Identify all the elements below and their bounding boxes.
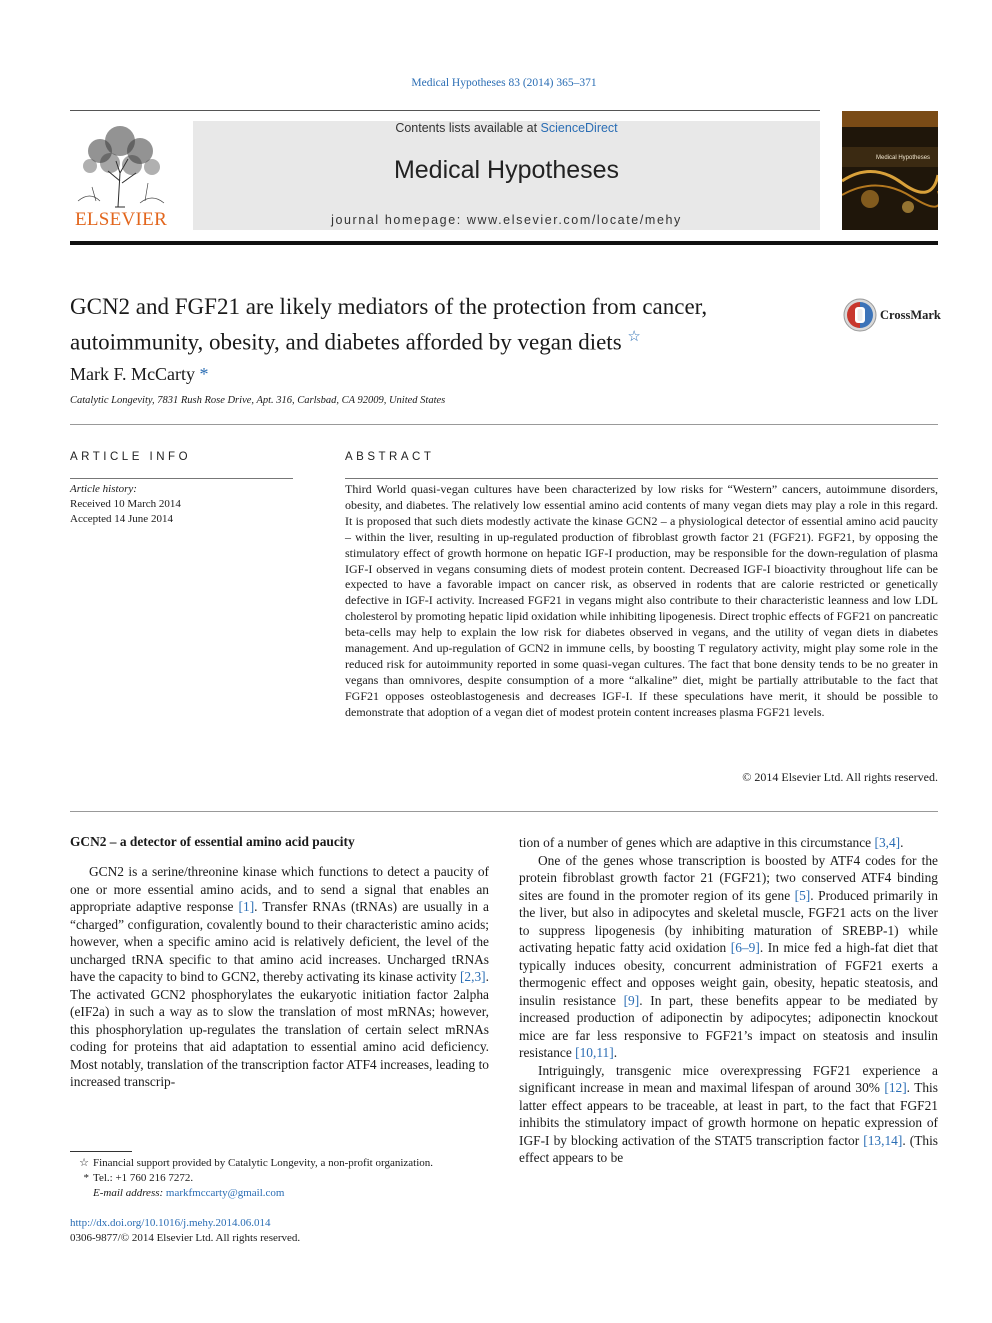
header-thick-rule — [70, 241, 938, 245]
sciencedirect-link[interactable]: ScienceDirect — [540, 121, 618, 135]
body-paragraph: Intriguingly, transgenic mice overexpressing FGF21 experience a significant increase in mean and maximal lifespan of around 30% [12]. This latter effect appears to be traceable, at least in part, to the fact that FGF21 inhibits the stimulatory impact of growth hormone on hepatic expression of IGF-I by blocking activation of the STAT5 transcription factor [13,14]. (This effect appears to be — [519, 1062, 938, 1165]
journal-cover — [842, 111, 938, 230]
crossmark-label: CrossMark — [880, 308, 941, 322]
body-paragraph: tion of a number of genes which are adaptive in this circumstance [3,4]. — [519, 835, 904, 850]
divider-rule — [70, 811, 938, 812]
author-affiliation: Catalytic Longevity, 7831 Rush Rose Drive, Apt. 316, Carlsbad, CA 92009, United States — [70, 395, 446, 406]
email-link[interactable]: markfmccarty@gmail.com — [165, 1187, 285, 1199]
body-column-right — [519, 834, 938, 1167]
article-info-heading: ARTICLE INFO — [70, 451, 192, 463]
article-info-rule — [70, 478, 293, 479]
crossmark-icon — [843, 298, 877, 332]
issn-line: 0306-9877/© 2014 Elsevier Ltd. All rights reserved. — [70, 1232, 301, 1244]
author-line — [70, 364, 209, 385]
elsevier-logo — [70, 121, 172, 231]
author-footnote-marker[interactable]: * — [199, 364, 209, 384]
crossmark-badge[interactable] — [843, 298, 943, 332]
footnote-rule — [70, 1151, 132, 1152]
footnote-corresponding — [70, 1171, 433, 1186]
title-footnote-marker[interactable]: ☆ — [627, 329, 641, 345]
footnote-marker: ☆ — [79, 1157, 89, 1169]
footnote-email — [70, 1186, 433, 1201]
article-history — [70, 482, 181, 527]
citation-link[interactable]: [2,3] — [459, 969, 486, 984]
body-column-left — [70, 863, 489, 1091]
citation-link[interactable]: [12] — [884, 1080, 907, 1095]
contents-line — [193, 121, 820, 135]
abstract-rule — [345, 478, 938, 479]
section-heading: GCN2 – a detector of essential amino acid paucity — [70, 834, 355, 849]
abstract-heading: ABSTRACT — [345, 451, 435, 463]
citation-link[interactable]: [6–9] — [730, 940, 760, 955]
citation-link[interactable]: [5] — [794, 887, 811, 903]
header-rule — [70, 110, 820, 111]
journal-homepage[interactable]: journal homepage: www.elsevier.com/locate/mehy — [331, 213, 682, 227]
contents-prefix: Contents lists available at — [395, 121, 541, 135]
received-date: Received 10 March 2014 — [70, 498, 181, 510]
tree-icon — [70, 121, 172, 209]
body-paragraph: GCN2 is a serine/threonine kinase which functions to detect a paucity of one or more essential amino acids, and to send a signal that enables an appropriate adaptive response [1]. Transfer RNAs (tRNAs) are usually in a “charged” configuration, covalently bound to their characteristic amino acids; however, when a specific amino acid is relatively deficient, the level of the uncharged tRNA specific to that amino acid increases. Uncharged tRNAs have the capacity to bind to GCN2, thereby activating its kinase activity [2,3]. The activated GCN2 phosphorylates the eukaryotic initiation factor 2alpha (eIF2a) in such a way as to slow the translation of most mRNAs; however, this phosphorylation up-regulates the translation of certain select mRNAs coding for proteins that aid adaptation to essential amino acid deficiency. Most notably, translation of the transcription factor ATF4 increases, leading to increased transcrip- — [70, 864, 489, 1089]
article-title — [70, 292, 830, 358]
citation-link[interactable]: [9] — [623, 992, 640, 1008]
article-title-text: GCN2 and FGF21 are likely mediators of the protection from cancer, autoimmunity, obesity, and diabetes afforded by vegan diets — [70, 294, 708, 355]
email-label: E-mail address: — [93, 1187, 166, 1199]
abstract-copyright: © 2014 Elsevier Ltd. All rights reserved. — [742, 770, 938, 784]
history-label: Article history: — [70, 483, 137, 495]
footnote-phone: Tel.: +1 760 216 7272. — [93, 1172, 194, 1184]
cover-title: Medical Hypotheses — [876, 155, 931, 161]
abstract-text: Third World quasi-vegan cultures have been characterized by low risks for “Western” cancers, autoimmune disorders, obesity, and diabetes. The relatively low essential amino acid contents of many vegan diets may play a role in this regard. It is proposed that such diets modestly activate the kinase GCN2 – a physiological detector of essential amino acid paucity – within the liver, resulting in up-regulated production of fibroblast growth factor 21 (FGF21). FGF21, by opposing the stimulatory effect of growth hormone on hepatic IGF-I production, may be responsible for the down-regulation of plasma IGF-I observed in vegans consuming diets of modest protein content. Decreased IGF-I bioactivity throughout life can be expected to have a favorable impact on cancer risk, as observed in rodents that are calorie restricted or genetically defective in IGF-I activity. Increased FGF21 in vegans might also contribute to their characteristic leanness and low LDL cholesterol by promoting hepatic lipid oxidation while inhibiting lipogenesis. Direct trophic effects of FGF21 on pancreatic beta-cells may help to explain the low risk for diabetes observed in vegans, and the utility of vegan diets in diabetes management. And up-regulation of GCN2 in immune cells, by boosting T regulatory activity, might play some role in the reduced risk for autoimmunity reported in some quasi-vegan cultures. The fact that bone density tends to be no greater in vegans than omnivores, despite consumption of a more “alkaline” diet, might be partially attributable to the fact that FGF21 opposes osteoblastogenesis and decreases IGF-I. If these speculations have merit, it should be possible to demonstrate that adoption of a vegan diet of modest protein content increases plasma FGF21 levels. — [345, 482, 938, 719]
elsevier-wordmark: ELSEVIER — [74, 209, 168, 230]
body-paragraph: One of the genes whose transcription is boosted by ATF4 codes for the protein fibroblast growth factor 21 (FGF21); two conserved ATF4 binding sites are found in the promoter region of its gene [5]. Produced primarily in the liver, but also in adipocytes and skeletal muscle, FGF21 acts on the liver to suppress lipogenesis (by inhibiting maturation of SREBP-1) while activating hepatic fatty acid oxidation [6–9]. In mice fed a high-fat diet that typically induces obesity, concurrent administration of FGF21 exerts a thermogenic effect and opposes weight gain, obesity, hepatic steatosis, and insulin resistance [9]. In part, these benefits appear to be mediated by increased production of adiponectin by adipocytes; adiponectin knockout mice are far less responsive to FGF21’s impact on steatosis and insulin resistance [10,11]. — [519, 852, 938, 1060]
footnote-funding-text: Financial support provided by Catalytic Longevity, a non-profit organization. — [93, 1157, 434, 1169]
doi-link[interactable]: http://dx.doi.org/10.1016/j.mehy.2014.06.014 — [70, 1217, 271, 1229]
footnote-funding — [70, 1156, 433, 1171]
journal-citation[interactable]: Medical Hypotheses 83 (2014) 365–371 — [411, 77, 597, 89]
citation-link[interactable]: [13,14] — [863, 1132, 903, 1148]
citation-link[interactable]: [1] — [238, 899, 255, 914]
accepted-date: Accepted 14 June 2014 — [70, 513, 173, 525]
journal-cover-art-icon — [842, 111, 938, 230]
footnote-marker: * — [83, 1172, 89, 1184]
doi-block — [70, 1216, 300, 1246]
author-name: Mark F. McCarty — [70, 364, 196, 384]
footnotes — [70, 1156, 433, 1201]
divider-rule — [70, 424, 938, 425]
citation-link[interactable]: [3,4] — [874, 835, 901, 850]
citation-link[interactable]: [10,11] — [575, 1045, 614, 1060]
journal-title: Medical Hypotheses — [393, 156, 620, 184]
